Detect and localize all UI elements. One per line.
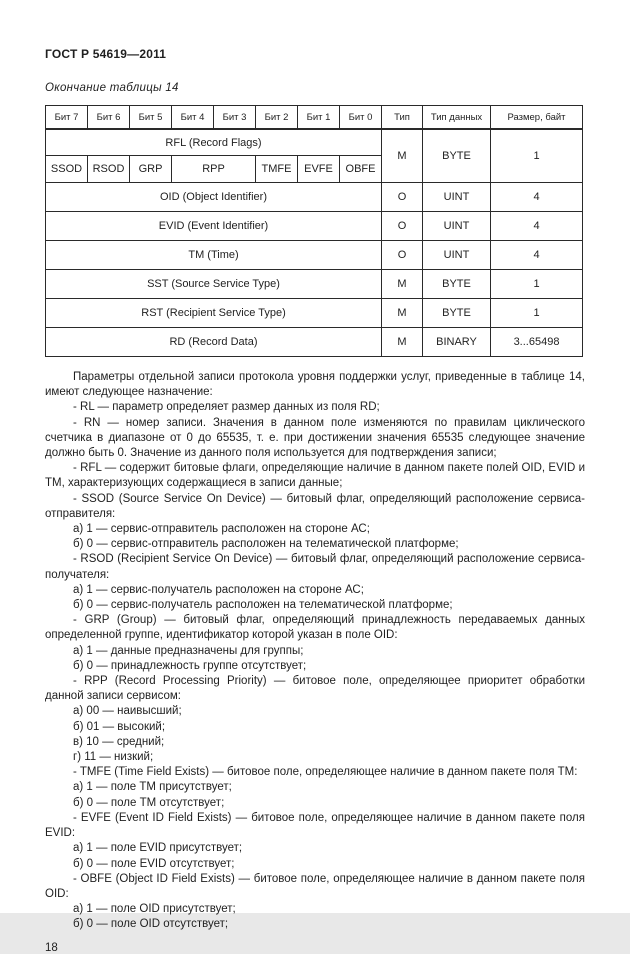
paragraph: в) 10 — средний;: [73, 735, 165, 748]
paragraph: - SSOD (Source Service On Device) — битовый флаг, определяющий расположение сервиса-отправителя:: [45, 492, 585, 520]
paragraph: а) 1 — сервис-отправитель расположен на стороне АС;: [73, 523, 370, 536]
table-row-oid: [46, 183, 583, 212]
cell-type: O: [382, 241, 423, 270]
col-header-bit5: Бит 5: [130, 106, 172, 130]
paragraph: б) 0 — сервис-получатель расположен на телематической платформе;: [73, 599, 453, 612]
paragraph: а) 1 — поле EVID присутствует;: [73, 842, 243, 855]
cell-flag-tmfe: TMFE: [256, 156, 298, 183]
cell-type: M: [382, 328, 423, 357]
paragraph: а) 1 — данные предназначены для группы;: [73, 644, 304, 657]
paragraph: а) 00 — наивысший;: [73, 705, 182, 718]
cell-flag-obfe: OBFE: [340, 156, 382, 183]
cell-flag-rpp: RPP: [172, 156, 256, 183]
cell-type: O: [382, 212, 423, 241]
paragraph: - RL — параметр определяет размер данных из поля RD;: [73, 401, 380, 414]
paragraph: - TMFE (Time Field Exists) — битовое поле, определяющее наличие в данном пакете поля TM:: [73, 766, 578, 779]
paragraph: - EVFE (Event ID Field Exists) — битовое поле, определяющее наличие в данном пакете поля EVID:: [45, 811, 585, 840]
cell-size: 4: [491, 212, 583, 241]
paragraph: Параметры отдельной записи протокола уровня поддержки услуг, приведенные в таблице 14, имеют следующее назначение:: [45, 371, 585, 399]
col-header-bit2: Бит 2: [256, 106, 298, 130]
paragraph: б) 0 — сервис-отправитель расположен на телематической платформе;: [73, 538, 459, 551]
cell-type: M: [382, 270, 423, 299]
cell-size: 1: [491, 270, 583, 299]
paragraph: б) 0 — поле OID отсутствует;: [73, 918, 229, 931]
body-text: [45, 370, 585, 933]
paragraph: г) 11 — низкий;: [73, 751, 154, 764]
col-header-bit7: Бит 7: [46, 106, 88, 130]
table-row-sst: [46, 270, 583, 299]
table-row-evid: [46, 212, 583, 241]
col-header-bit1: Бит 1: [298, 106, 340, 130]
col-header-bit6: Бит 6: [88, 106, 130, 130]
paragraph: - RN — номер записи. Значения в данном поле изменяются по правилам циклического счетчика в диапазоне от 0 до 65535, т. е. при достижении значения 65535 следующее значение должно быть 0. Значение из данного поля используется для подтверждения записи;: [45, 416, 585, 460]
paragraph: б) 01 — высокий;: [73, 720, 166, 733]
document-title: ГОСТ Р 54619—2011: [45, 47, 167, 61]
paragraph: б) 0 — поле EVID отсутствует;: [73, 857, 235, 870]
cell-flag-ssod: SSOD: [46, 156, 88, 183]
col-header-size: Размер, байт: [491, 106, 583, 130]
table-row-rd: [46, 328, 583, 357]
paragraph: - RFL — содержит битовые флаги, определяющие наличие в данном пакете полей OID, EVID и TM, характеризующих содержащиеся в записи данные;: [45, 462, 585, 490]
paragraph: а) 1 — поле OID присутствует;: [73, 903, 236, 916]
paragraph: - RPP (Record Processing Priority) — битовое поле, определяющее приоритет обработки данной записи сервисом:: [45, 675, 585, 703]
cell-type: M: [382, 299, 423, 328]
cell-label: EVID (Event Identifier): [46, 212, 382, 241]
cell-size: 4: [491, 241, 583, 270]
col-header-bit3: Бит 3: [214, 106, 256, 130]
cell-datatype: UINT: [423, 212, 491, 241]
paragraph: б) 0 — поле TM отсутствует;: [73, 796, 225, 809]
paragraph: - GRP (Group) — битовый флаг, определяющий принадлежность передаваемых данных определенной группе, идентификатор которой указан в поле OID:: [45, 614, 585, 642]
cell-datatype: UINT: [423, 183, 491, 212]
table-row-tm: [46, 241, 583, 270]
cell-rfl-label: RFL (Record Flags): [46, 129, 382, 156]
cell-size: 3...65498: [491, 328, 583, 357]
paragraph: - RSOD (Recipient Service On Device) — битовый флаг, определяющий расположение сервиса-получателя:: [45, 553, 585, 581]
col-header-datatype: Тип данных: [423, 106, 491, 130]
cell-label: SST (Source Service Type): [46, 270, 382, 299]
cell-datatype: BYTE: [423, 299, 491, 328]
cell-datatype: UINT: [423, 241, 491, 270]
table-14: [45, 105, 583, 357]
cell-datatype: BINARY: [423, 328, 491, 357]
cell-datatype: BYTE: [423, 270, 491, 299]
cell-label: RD (Record Data): [46, 328, 382, 357]
cell-label: TM (Time): [46, 241, 382, 270]
col-header-bit0: Бит 0: [340, 106, 382, 130]
table-row-rst: [46, 299, 583, 328]
cell-type: O: [382, 183, 423, 212]
cell-flag-grp: GRP: [130, 156, 172, 183]
cell-label: OID (Object Identifier): [46, 183, 382, 212]
cell-rfl-size: 1: [491, 129, 583, 183]
paragraph: а) 1 — поле TM присутствует;: [73, 781, 232, 794]
col-header-bit4: Бит 4: [172, 106, 214, 130]
cell-flag-evfe: EVFE: [298, 156, 340, 183]
cell-rfl-datatype: BYTE: [423, 129, 491, 183]
table-caption: Окончание таблицы 14: [45, 82, 179, 94]
cell-size: 4: [491, 183, 583, 212]
page-number: 18: [45, 941, 58, 954]
table-row-rfl: [46, 129, 583, 156]
paragraph: а) 1 — сервис-получатель расположен на стороне АС;: [73, 583, 364, 596]
cell-flag-rsod: RSOD: [88, 156, 130, 183]
table-header-row: [46, 106, 583, 130]
cell-label: RST (Recipient Service Type): [46, 299, 382, 328]
col-header-type: Тип: [382, 106, 423, 130]
cell-size: 1: [491, 299, 583, 328]
paragraph: - OBFE (Object ID Field Exists) — битовое поле, определяющее наличие в данном пакете поля OID:: [45, 872, 585, 900]
cell-rfl-type: M: [382, 129, 423, 183]
paragraph: б) 0 — принадлежность группе отсутствует;: [73, 659, 307, 672]
